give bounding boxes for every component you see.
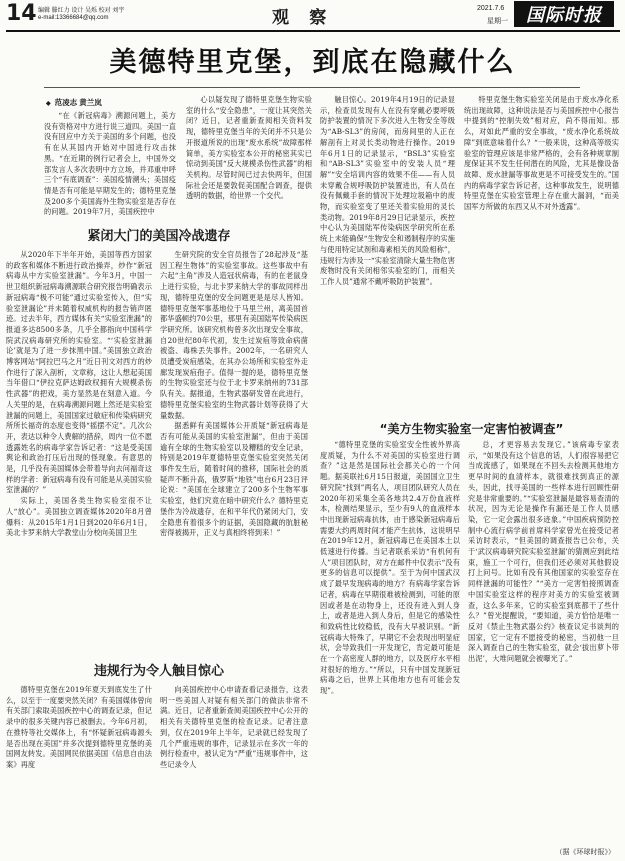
byline-authors: 范凌志 黄兰岚 xyxy=(54,98,102,107)
paragraph: 心以疑发现了德特里克堡生物实验室的什么“安全隐患”，一度让其突然关闭？近日，记者重新查阅相关资料发现，德特里克堡当年的关闭并不只是公开报道所说的出现“废水系统”故障那样简单，美方实验室本公开的秘密其实已惊动到美国“反大规模杀伤性武器”的相关机构。尽管时间已过去快两年，但国际社会还是要敦促美国配合调查，提供透明的数据，给世界一个交代。 xyxy=(186,95,312,201)
issue-date: 2021.7.6 xyxy=(477,5,505,12)
section1-column-2 xyxy=(160,250,308,655)
masthead-rule xyxy=(6,30,620,32)
section3-column-1 xyxy=(320,440,460,852)
section-heading-2: 违规行为令人触目惊心 xyxy=(93,664,224,679)
paragraph: 据悉鲜有美国媒体公开质疑“新冠病毒是否有可能从美国的实验室泄漏”，但由于美国逾有全球的生物实验室以及糟糕的安全记录，特别是2019年夏德特里克堡实验室突然关闭事件发生后，随着时间的推移，国际社会的质疑声不断升高，俄罗斯“地铁”电台6月23日评论说：“美国在全球建立了200多个生物军事实验室，他们究竟在暗中研究什么？德特里克堡作为冷战遗存，在和平年代仍紧闭大门，安全隐患有着很多个的证据，美国隐藏的肮脏秘密得被揭开，正义与真相终将到来！” xyxy=(160,421,308,538)
paragraph: 生研究院的安全官员报告了28起涉及“基因工程生物体”的实验室事故。这些事故中有六起“主角”涉及人造冠状病毒，有的在老鼠身上进行实验，与北卡罗来纳大学的事故同样出现，德特里克堡的安全问题更是是尽人皆知。德特里克堡军事基地位于马里兰州，离美国首都华盛顿约70公里，那里有美国陆军传染病医学研究所。该研究机构曾多次出现安全事故，自20世纪80年代初，发生过炭疽等致命病菌被盗、毒株丢失事件。2002年，一名研究人员遭受炭疽感染，在其办公场所和实验室外走廊发现炭疽孢子。值得一提的是，德特里克堡的生物实验室还与位于北卡罗来纳州的731部队有关。据报道，生物武器研发曾在此进行，德特里克堡实验室的生物武器计划等获得了大量数据。 xyxy=(160,250,308,420)
byline xyxy=(46,97,102,108)
intro-column-4 xyxy=(464,95,619,417)
source-credit: （据《环球时报》） xyxy=(555,848,615,856)
paragraph: 从2020年下半年开始，美国等西方国家的政客和媒体不断进行政治操弄，炒作“新冠病毒从中方实验室泄漏”。今年3月，中国一世卫组织新冠病毒溯源联合研究报告明确表示新冠病毒“极不可能”通过实验室传入，但“实验室泄漏论”并未随着权威机构的报告销声匿迹。过去半年，西方媒体有关“实验室泄漏”的报道多达8500多条，几乎全都指向中国科学院武汉病毒研究所的实验室。“‘实验室泄漏论’就是为了进一步抹黑中国。”美国独立政治博客网站“阿拉巴马之月”近日刊文对西方的炒作进行了深入剖析，文章称，这让人想起美国当年借口“伊拉克萨达姆政权拥有大规模杀伤性武器”的把戏，美方显然是在刻意入道。今人关里的是，在病毒溯源问题上然还是实验室泄漏的问题上，美国国家过敏症和传染病研究所所长福奇的态度也变得“摇摆不定”。几次公开，表达以种令人费解的措辞，周内一位不愿透露姓名的病毒学家告诉记者：“这是受美国舆论和政治打压后出现的怪现象。有意思的是，几乎没有美国媒体会带着导向去问福奇这样的学者：新冠病毒有没有可能是从美国实验室泄漏的？” xyxy=(6,250,152,495)
email-line: e-mail:13366684@qq.com xyxy=(38,15,109,21)
intro-column-2 xyxy=(186,95,312,229)
issue-weekday: 星期一 xyxy=(487,18,508,25)
paragraph: “在《新冠病毒》溯源问题上，美方没有资格对中方进行说三道四。美国一直没有回应中方关于美国的多个问题，也没有在从其国内开始对中国进行攻击抹黑。“在近期的例行记者会上，中国外交部发言人多次表明中方立场，并邓重申呼三个“有底调查”：美国疫情溯头；美国疫情是否有可能是早期发生的；德特里克堡及200多个美国海外生物实验室是否存在的问题。2019年7月，美国疾控中 xyxy=(44,111,176,217)
section2-column-1 xyxy=(6,685,152,857)
section3-column-2 xyxy=(468,440,619,844)
section-heading-3: “美方生物实验室一定害怕被调查” xyxy=(379,422,564,436)
page-number: 14 xyxy=(6,1,37,26)
paragraph: 触目惊心。2019年4月19日的记录显示，检查员发现有人在没有穿戴必要呼吸防护装置的情况下多次进入生物安全等级为“AB-SL3”的房间，而房间里的人正在解剖有上对灵长类动物进行操作。2019年6月1日的记录显示，“BSL3”实验室和“AB-SL3”实验室中的安装人员“理解”“安全培训内容的效果不佳——有人员未穿戴合规呼吸防护装置进出，有人员在没有佩戴手套的情况下处理垃圾箱中的废物，而实验室变了里还关着实验用的灵长类动物。2019年8月29日记录显示，疾控中心认为美国陆军传染病医学研究所在系统上未能确保“生物安全和遏制程序的实施与使用特定试剂和毒素相关的风险相称”，违规行为涉及一“实验室清除大量生物危害废物时没有关闭相邻实验室的门，而相关工作人员”通常不戴呼吸防护装置”。 xyxy=(320,95,455,286)
masthead xyxy=(0,0,625,36)
paragraph: 实际上，美国各类生物实验室很不让人“放心”。美国独立调查媒体2020年8月曾爆料：从2015年1月1日到2020年6月1日，美北卡罗来纳大学教堂山分校向美国卫生 xyxy=(6,496,152,538)
intro-column-1 xyxy=(44,111,176,229)
section-title: 观 察 xyxy=(272,8,335,27)
section2-column-2 xyxy=(160,685,308,857)
section1-column-1 xyxy=(6,250,152,655)
paragraph: 德特里克堡在2019年夏天到底发生了什么，以至于一度要突然关闭？有美国媒体曾向有关部门索取美国疾控中心的调查记录，但记录中的很多关键内容已被删去。今年6月初，在推特等社交媒体上，有“怀疑新冠病毒源头是否出现在美国”并多次提到德特里克堡的美国网友转发。美国网民依据美国《信息自由法案》再度 xyxy=(6,685,152,769)
paragraph: 总，才更容易去发现它。”该病毒专家表示，“如果没有这个信息的话，人们很容易把它当成流感了，如果现在不回头去检测其他地方更早时间的血清样本，就很难找到真正的源头，因此，找寻美国的一些样本进行回顾性研究是非常重要的。”“实验室泄漏是最容易查清的状况，因为无论是操作有漏还是工作人员感染，它一定会露出很多迹象。”中国疾病预防控制中心流行病学前首席科学家曾光在接受记者采访时表示，“但美国的调查报告已公布，关于‘武汉病毒研究院实验室泄漏’的猜测应到此结束，施工一个可行，但我们还必须对其他假设打上问号。比如有没有其他国家的实验室存在同样泄漏的可能性？”“美方一定害怕接照调查中国实验室这样的程序对美方的实验室被调查，这么多年来，它的实验室到底都干了些什么？”曾光提醒说，“要知道，美方恰恰是唯一反对《禁止生物武器公约》核查议定书谈判的国家，它一定有不愿接受的秘密，当初他一旦深入调查自己的生物实验室，就会‘拔出萝卜带出泥’，大堆问题就会被曝光了。” xyxy=(468,440,619,664)
editors-line: 编辑 滕红力 设计 吴烁 校对 刘宇 xyxy=(38,8,125,14)
paragraph: 向美国疾控中心申请查看记录报告，这表明一些美国人对疑有相关部门的做法非常不满。近日，记者重新查阅美国疾控中心公开的相关有关德特里克堡的检查记录。记者注意到，仅在2019年上半年，记录就已经发现了几个严重违规的事件，记录显示在多次一年的例行检查中，被认定为“严重”违规事件中，这些记录令人 xyxy=(160,685,308,769)
paragraph: 特里克堡生物实验室关闭是由于废水净化系统出现故障，这种说法是否与美国疾控中心报告中提到的“控制失效”相对应，尚不得而知。那么，对如此严重的安全事故，“废水净化系统故障”到底意味着什么？“一般来说，这种高等级实验室的管理应该是非常严格的，会有各种规章制度保证其不发生任何潜在的风险，尤其是像设备故障、废水泄漏等事故更是不可接受发生的。”国内的病毒学家告诉记者，这种事故发生，说明德特里克堡在实验室管理上存在重大漏洞，“而美国军方所做的东西又从不对外透露”。 xyxy=(464,95,619,212)
paragraph: “德特里克堡的实验室安全性被外界高度质疑，为什么不对美国的实验室进行调查？”这是然是国际社会都关心的一个问题。据美联社6月15日报道，美国国立卫生研究院“找到”两名人，项目团队研究人员在2020年初采集全美各地共2.4万份血液样本，检测结果显示，至少有9人的血液样本中出现新冠病毒抗体，由于感染新冠病毒后需要大约两周时间才能产生抗体，这说明早在2019年12月，新冠病毒已在美国本土以低速进行传播。当记者联系采访“有机何有人”项目团队时，对方在邮件中仅表示“没有更多的信息可以提供”。至于为何中国武汉成了最早发现病毒的地方？有病毒学家告诉记者，病毒在早期很难被检测到，可能的原因或者是在动物身上，还没有进入到人身上，或者是进入到人身后，但是它的感染性和致病性比较稳低，没有大早被识别。“新冠病毒大特殊了，早期它不会表现出明显症状，会导致我们一开发现它，肯定最可能是在一个高密度人群的地方，以及医疗水平相对很好的地方。”“所以，只有中国发现新冠病毒之后，世界上其他地方也有可能会发现”。 xyxy=(320,440,460,696)
section-heading-1: 紧闭大门的美国冷战遗存 xyxy=(87,229,231,244)
diamond-icon: ◆ xyxy=(46,101,51,107)
headline-divider xyxy=(44,87,580,88)
article-headline: 美德特里克堡，到底在隐藏什么 xyxy=(109,47,516,78)
newspaper-logo: 国际时报 xyxy=(514,1,614,27)
intro-column-3 xyxy=(320,95,455,417)
